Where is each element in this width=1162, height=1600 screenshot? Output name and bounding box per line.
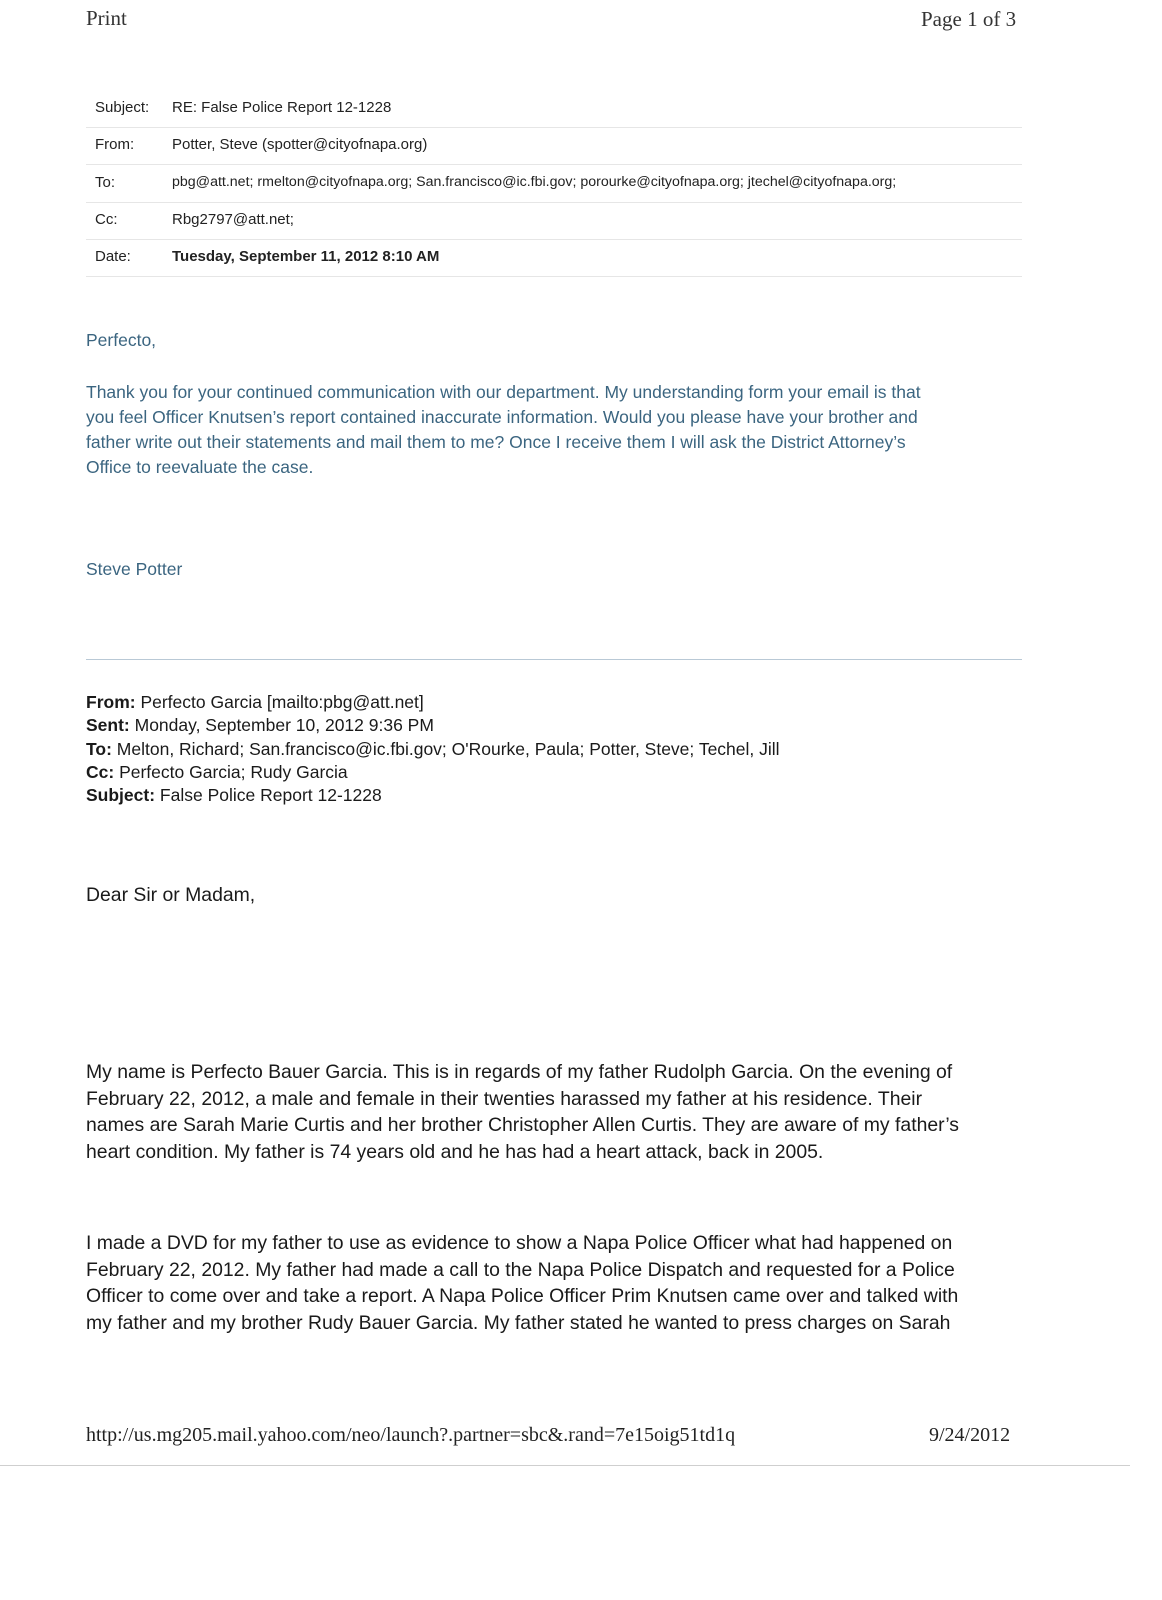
original-cc	[86, 761, 780, 784]
message-divider	[86, 659, 1022, 660]
original-from-label: From:	[86, 692, 136, 712]
to-label: To:	[95, 174, 116, 191]
body-line: my father and my brother Rudy Bauer Garcia. My father stated he wanted to press charges on Sarah	[86, 1311, 951, 1334]
from-label: From:	[95, 136, 135, 153]
reply-signature: Steve Potter	[86, 559, 183, 579]
body-line: heart condition. My father is 74 years old and he has had a heart attack, back in 2005.	[86, 1140, 824, 1163]
body-line: names are Sarah Marie Curtis and her brother Christopher Allen Curtis. They are aware of my father’s	[86, 1114, 959, 1136]
reply-line: Thank you for your continued communication with our department. My understanding form your email is that	[86, 382, 921, 402]
cc-value: Rbg2797@att.net;	[172, 211, 294, 228]
body-paragraph-1	[86, 1059, 959, 1165]
body-line: Officer to come over and take a report. A Napa Police Officer Prim Knutsen came over and talked with	[86, 1285, 959, 1307]
footer-date: 9/24/2012	[929, 1424, 1011, 1446]
original-to	[86, 738, 780, 761]
original-to-label: To:	[86, 738, 112, 759]
original-from	[86, 691, 780, 714]
original-from-value: Perfecto Garcia [mailto:pbg@att.net]	[140, 692, 424, 712]
original-sent-value: Monday, September 10, 2012 9:36 PM	[134, 715, 434, 736]
header-row-date	[86, 239, 1022, 277]
header-row-from	[86, 127, 1022, 165]
body-line: February 22, 2012, a male and female in their twenties harassed my father at his residence. Their	[86, 1087, 923, 1110]
cc-label: Cc:	[95, 211, 118, 228]
reply-paragraph	[86, 380, 921, 480]
original-subject-label: Subject:	[86, 785, 156, 806]
to-value: pbg@att.net; rmelton@cityofnapa.org; San.francisco@ic.fbi.gov; porourke@cityofnapa.org; jtechel@cityofnapa.org;	[172, 174, 897, 190]
original-to-value: Melton, Richard; San.francisco@ic.fbi.gov; O'Rourke, Paula; Potter, Steve; Techel, Jill	[116, 738, 780, 759]
original-subject	[86, 784, 780, 807]
original-sent-label: Sent:	[86, 715, 130, 736]
original-cc-value: Perfecto Garcia; Rudy Garcia	[119, 761, 348, 782]
reply-greeting: Perfecto,	[86, 330, 157, 350]
reply-line: Office to reevaluate the case.	[86, 457, 314, 477]
footer-url: http://us.mg205.mail.yahoo.com/neo/launch?.partner=sbc&.rand=7e15oig51td1q	[86, 1424, 736, 1446]
print-label: Print	[86, 6, 127, 30]
date-label: Date:	[95, 248, 131, 265]
body-line: I made a DVD for my father to use as evidence to show a Napa Police Officer what had happened on	[86, 1232, 953, 1254]
original-subject-value: False Police Report 12-1228	[159, 785, 382, 806]
reply-line: you feel Officer Knutsen’s report contained inaccurate information. Would you please have your brother and	[86, 407, 918, 427]
subject-value: RE: False Police Report 12-1228	[172, 99, 392, 116]
header-row-cc	[86, 202, 1022, 240]
salutation: Dear Sir or Madam,	[86, 884, 256, 906]
original-cc-label: Cc:	[86, 761, 115, 782]
page-number: Page 1 of 3	[921, 7, 1017, 31]
date-value: Tuesday, September 11, 2012 8:10 AM	[172, 248, 440, 265]
from-value: Potter, Steve (spotter@cityofnapa.org)	[172, 136, 428, 153]
reply-line: father write out their statements and mail them to me? Once I receive them I will ask the District Attorney’s	[86, 432, 906, 452]
body-line: February 22, 2012. My father had made a call to the Napa Police Dispatch and requested for a Police	[86, 1258, 955, 1281]
subject-label: Subject:	[95, 99, 150, 116]
body-line: My name is Perfecto Bauer Garcia. This is in regards of my father Rudolph Garcia. On the evening of	[86, 1061, 953, 1083]
header-row-subject	[86, 90, 1022, 128]
body-paragraph-2	[86, 1230, 958, 1336]
original-sent	[86, 714, 780, 737]
header-row-to	[86, 165, 1022, 203]
original-message-header	[86, 691, 780, 807]
footer-rule	[0, 1465, 1130, 1466]
